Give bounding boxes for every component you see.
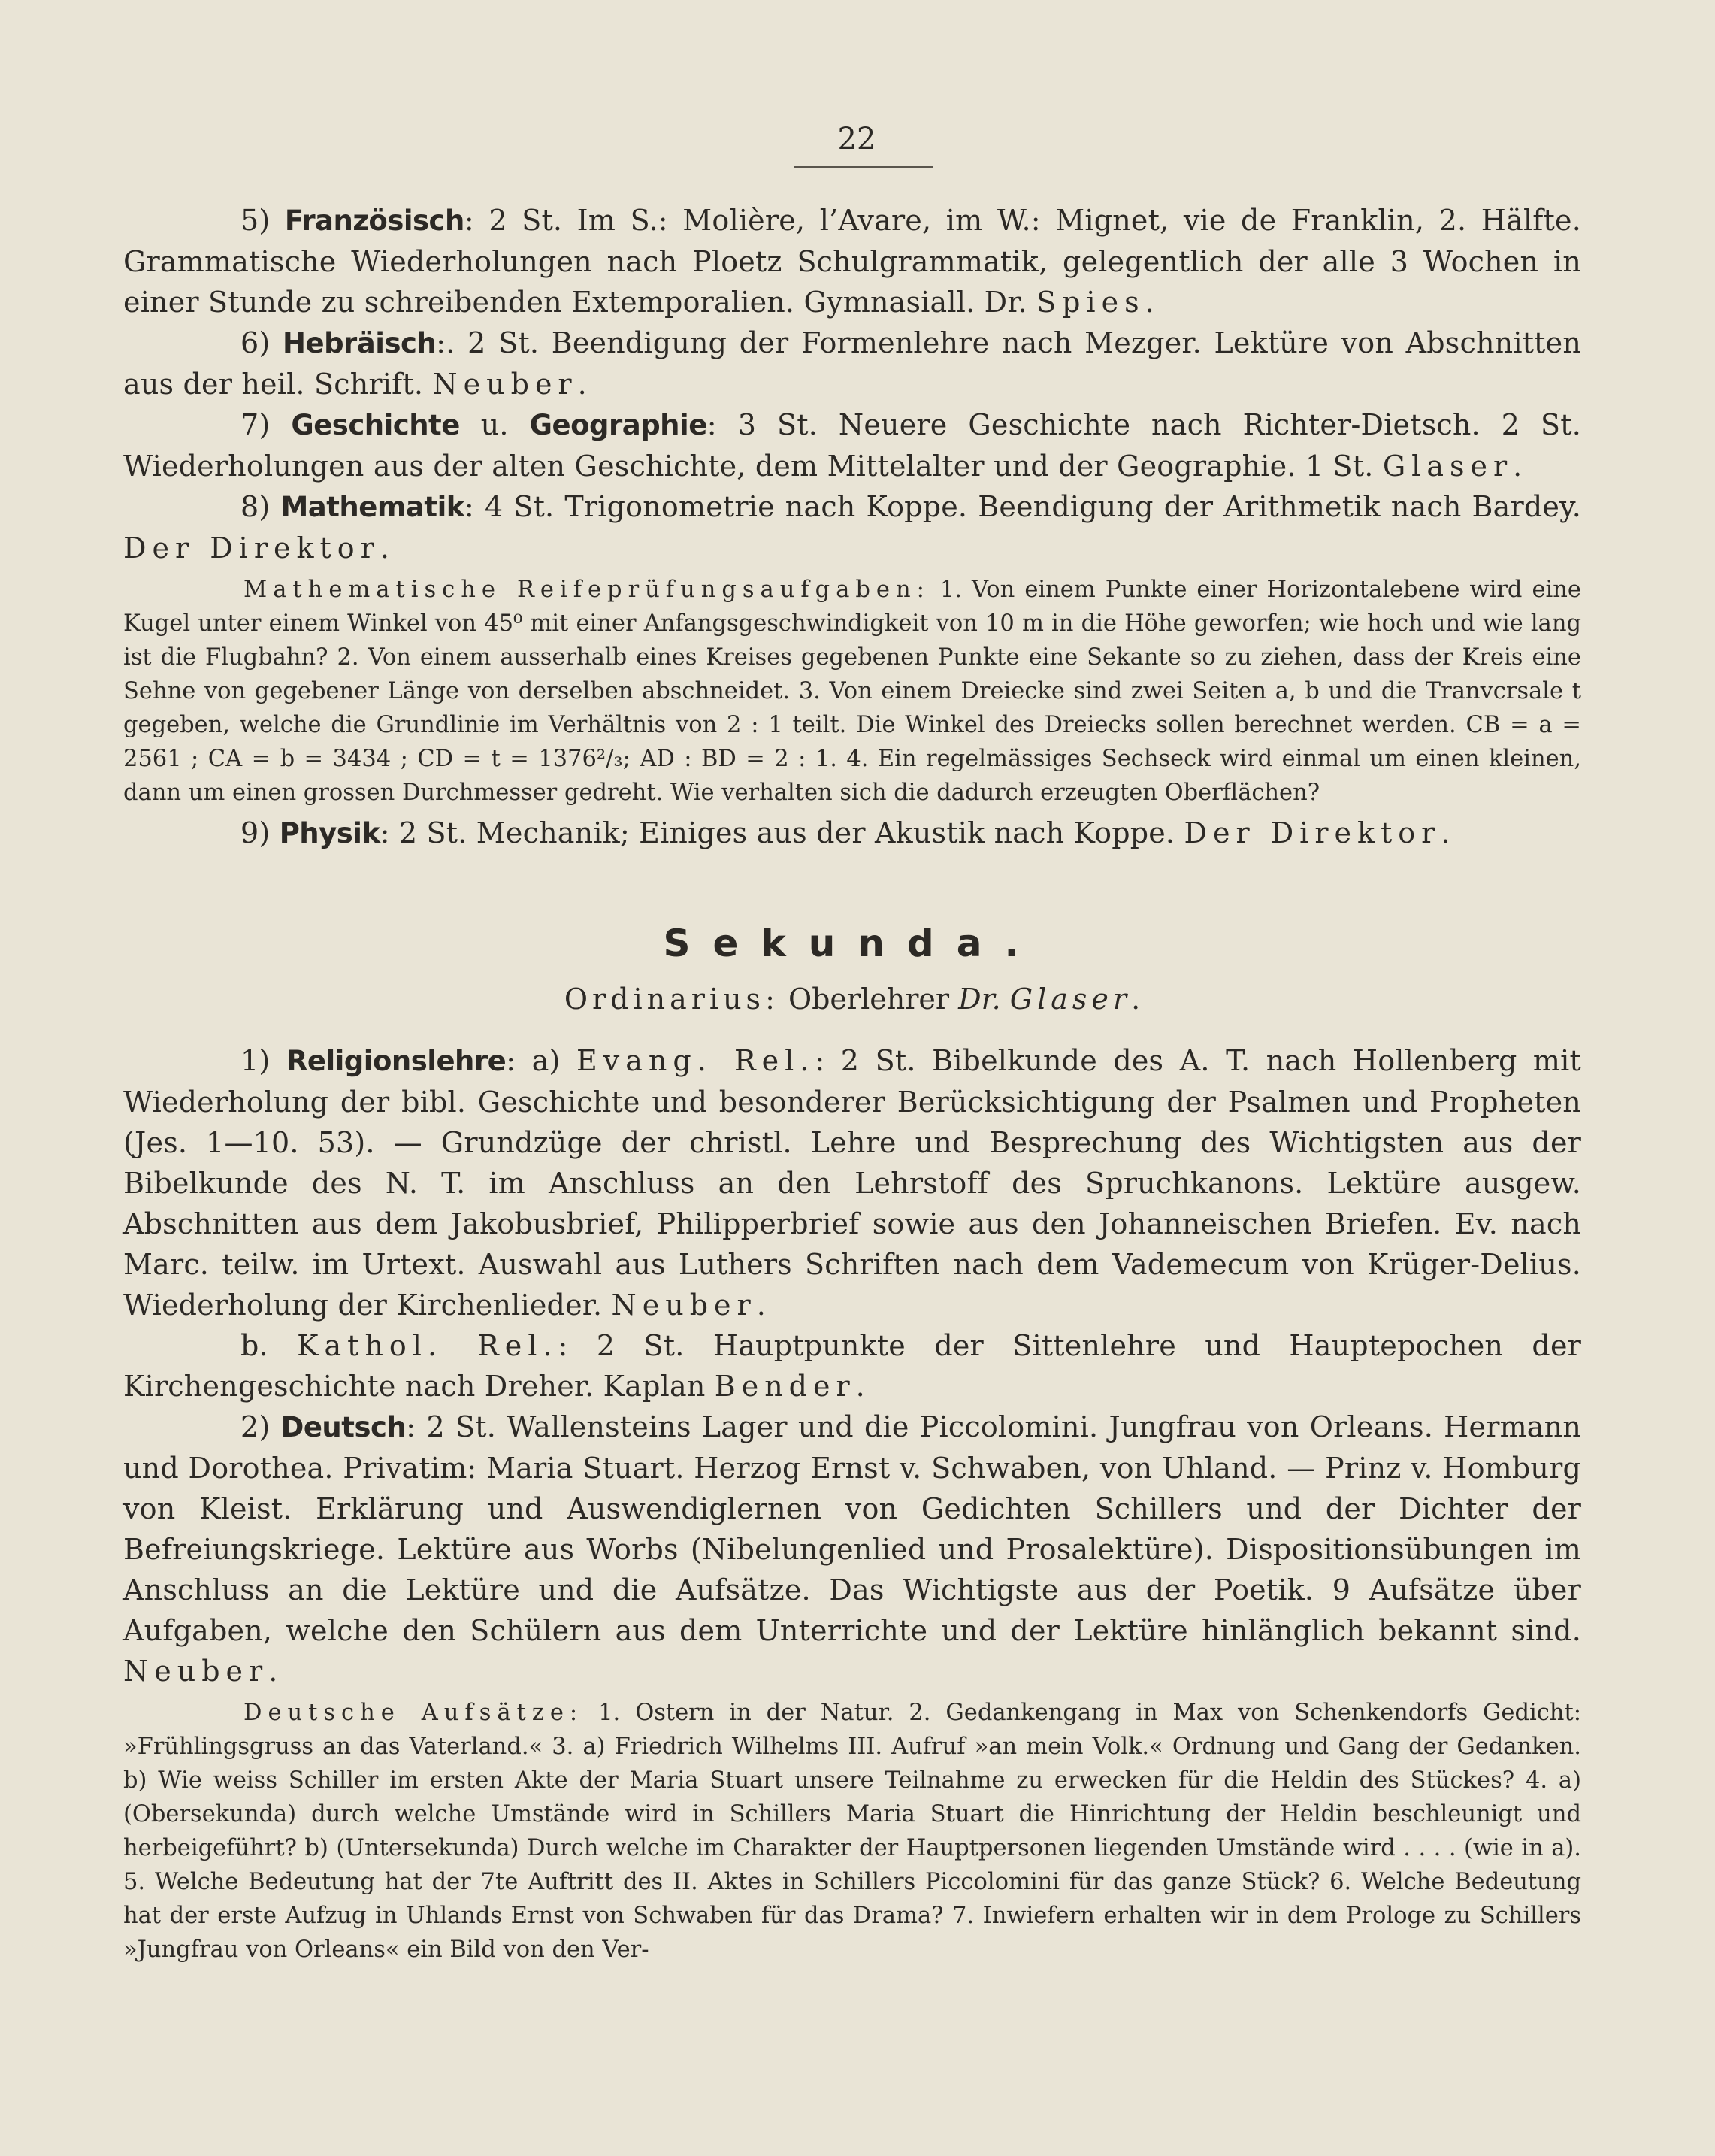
item-physik: 9) Physik: 2 St. Mechanik; Einiges aus der Akustik nach Koppe. Der Direktor. [240,816,1450,849]
page-number-rule [794,166,933,168]
item-religion-kathol: b. Kathol. Rel.: 2 St. Hauptpunkte der Sittenlehre und Hauptepochen der Kirchengeschichte nach Dreher. Kaplan Bender. [123,1329,1582,1403]
subject-heading: Hebräisch [283,327,437,359]
math-exam-note: Mathematische Reifeprüfungsaufgaben: 1. Von einem Punkte einer Horizontalebene wird eine Kugel unter einem Winkel von 45⁰ mit einer Anfangsgeschwindigkeit von 10 m in die Höhe geworfen; wie hoch und wie lang ist die Flugbahn? 2. Von einem ausserhalb eines Kreises gegebenen Punkte eine Sekante so zu ziehen, dass der Kreis eine Sehne von gegebener Länge von derselben abschneidet. 3. Von einem Dreiecke sind zwei Seiten a, b und die Tranvcrsale t gegeben, welche die Grundlinie im Verhältnis von 2 : 1 teilt. Die Winkel des Dreiecks sollen berechnet werden. CB = a = 2561 ; CA = b = 3434 ; CD = t = 1376²/₃; AD : BD = 2 : 1. 4. Ein regelmässiges Sechseck wird einmal um einen kleinen, dann um einen grossen Durchmesser gedreht. Wie verhalten sich die dadurch erzeugten Oberflächen? [123,577,1581,806]
essay-topics-note: Deutsche Aufsätze: 1. Ostern in der Natur. 2. Gedankengang in Max von Schenkendorfs Gedicht: »Frühlingsgruss an das Vaterland.« 3. a) Friedrich Wilhelms III. Aufruf »an mein Volk.« Ordnung und Gang der Gedanken. b) Wie weiss Schiller im ersten Akte der Maria Stuart unsere Teilnahme zu erwecken für die Heldin des Stückes? 4. a) (Obersekunda) durch welche Umstände wird in Schillers Maria Stuart die Hinrichtung der Heldin beschleunigt und herbeigeführt? b) (Untersekunda) Durch welche im Charakter der Hauptpersonen liegenden Umstände wird . . . . (wie in a). 5. Welche Bedeutung hat der 7te Auftritt des II. Aktes in Schillers Piccolomini für das ganze Stück? 6. Welche Bedeutung hat der erste Aufzug in Uhlands Ernst von Schwaben für das Drama? 7. Inwiefern erhalten wir in dem Prologe zu Schillers »Jungfrau von Orleans« ein Bild von den Ver- [123,1700,1581,1963]
subject-heading: Geschichte [291,409,460,441]
teacher-name: Neuber [611,1288,757,1322]
note-label: Mathematische Reifeprüfungsaufgaben: [243,577,930,603]
subject-heading: Physik [279,817,380,849]
item-geschichte: 7) Geschichte u. Geographie: 3 St. Neuere Geschichte nach Richter-Dietsch. 2 St. Wiederholungen aus der alten Geschichte, dem Mittelalter und der Geographie. 1 St. Glaser. [123,408,1582,483]
section-title: Sekunda. [663,922,1042,965]
teacher-name: Glaser [1382,450,1514,483]
item-religion: 1) Religionslehre: a) Evang. Rel.: 2 St. Bibelkunde des A. T. nach Hollenberg mit Wiederholung der bibl. Geschichte und besonderer Berücksichtigung der Psalmen und Propheten (Jes. 1—10. 53). — Grundzüge der christl. Lehre und Besprechung des Wichtigsten aus der Bibelkunde des N. T. im Anschluss an den Lehrstoff des Spruchkanons. Lektüre ausgew. Abschnitten aus dem Jakobusbrief, Philipperbrief sowie aus den Johanneischen Briefen. Ev. nach Marc. teilw. im Urtext. Auswahl aus Luthers Schriften nach dem Vademecum von Krüger-Delius. Wiederholung der Kirchenlieder. Neuber. [123,1044,1581,1322]
item-mathematik: 8) Mathematik: 4 St. Trigonometrie nach Koppe. Beendigung der Arithmetik nach Bardey. Der Direktor. [123,490,1581,565]
ordinarius-line: Ordinarius: Oberlehrer Dr. Glaser. [564,983,1141,1016]
subject-heading: Mathematik [280,491,464,523]
subject-heading: Französisch [284,204,464,237]
ordinarius-name: Glaser [1009,983,1132,1016]
teacher-name: Der Direktor [123,531,380,565]
page-body [123,200,1581,1970]
teacher-name: Neuber [432,368,578,401]
item-franzoesisch: 5) Französisch: 2 St. Im S.: Molière, l’Avare, im W.: Mignet, vie de Franklin, 2. Hälfte. Grammatische Wiederholungen nach Ploetz Schulgrammatik, gelegentlich der alle 3 Wochen in einer Stunde zu schreibenden Extemporalien. Gymnasiall. Dr. Spies. [123,204,1581,319]
teacher-name: Neuber [123,1655,269,1688]
item-hebraeisch: 6) Hebräisch:. 2 St. Beendigung der Formenlehre nach Mezger. Lektüre von Abschnitten aus der heil. Schrift. Neuber. [123,326,1581,401]
subject-heading: Religionslehre [286,1045,507,1077]
teacher-name: Bender [714,1370,856,1403]
item-deutsch: 2) Deutsch: 2 St. Wallensteins Lager und die Piccolomini. Jungfrau von Orleans. Hermann und Dorothea. Privatim: Maria Stuart. Herzog Ernst v. Schwaben, von Uhland. — Prinz v. Homburg von Kleist. Erklärung und Auswendiglernen von Gedichten Schillers und der Dichter der Befreiungskriege. Lektüre aus Worbs (Nibelungenlied und Prosalektüre). Dispositionsübungen im Anschluss an die Lektüre und die Aufsätze. Das Wichtigste aus der Poetik. 9 Aufsätze über Aufgaben, welche den Schülern aus dem Unterrichte und der Lektüre hinlänglich bekannt sind. Neuber. [123,1410,1582,1688]
subject-heading: Geographie [529,409,707,441]
page-number: 22 [837,122,876,156]
teacher-name: Der Direktor [1184,816,1441,849]
note-label: Deutsche Aufsätze: [243,1700,584,1726]
teacher-name: Spies [1036,286,1145,319]
subject-heading: Deutsch [280,1411,407,1443]
